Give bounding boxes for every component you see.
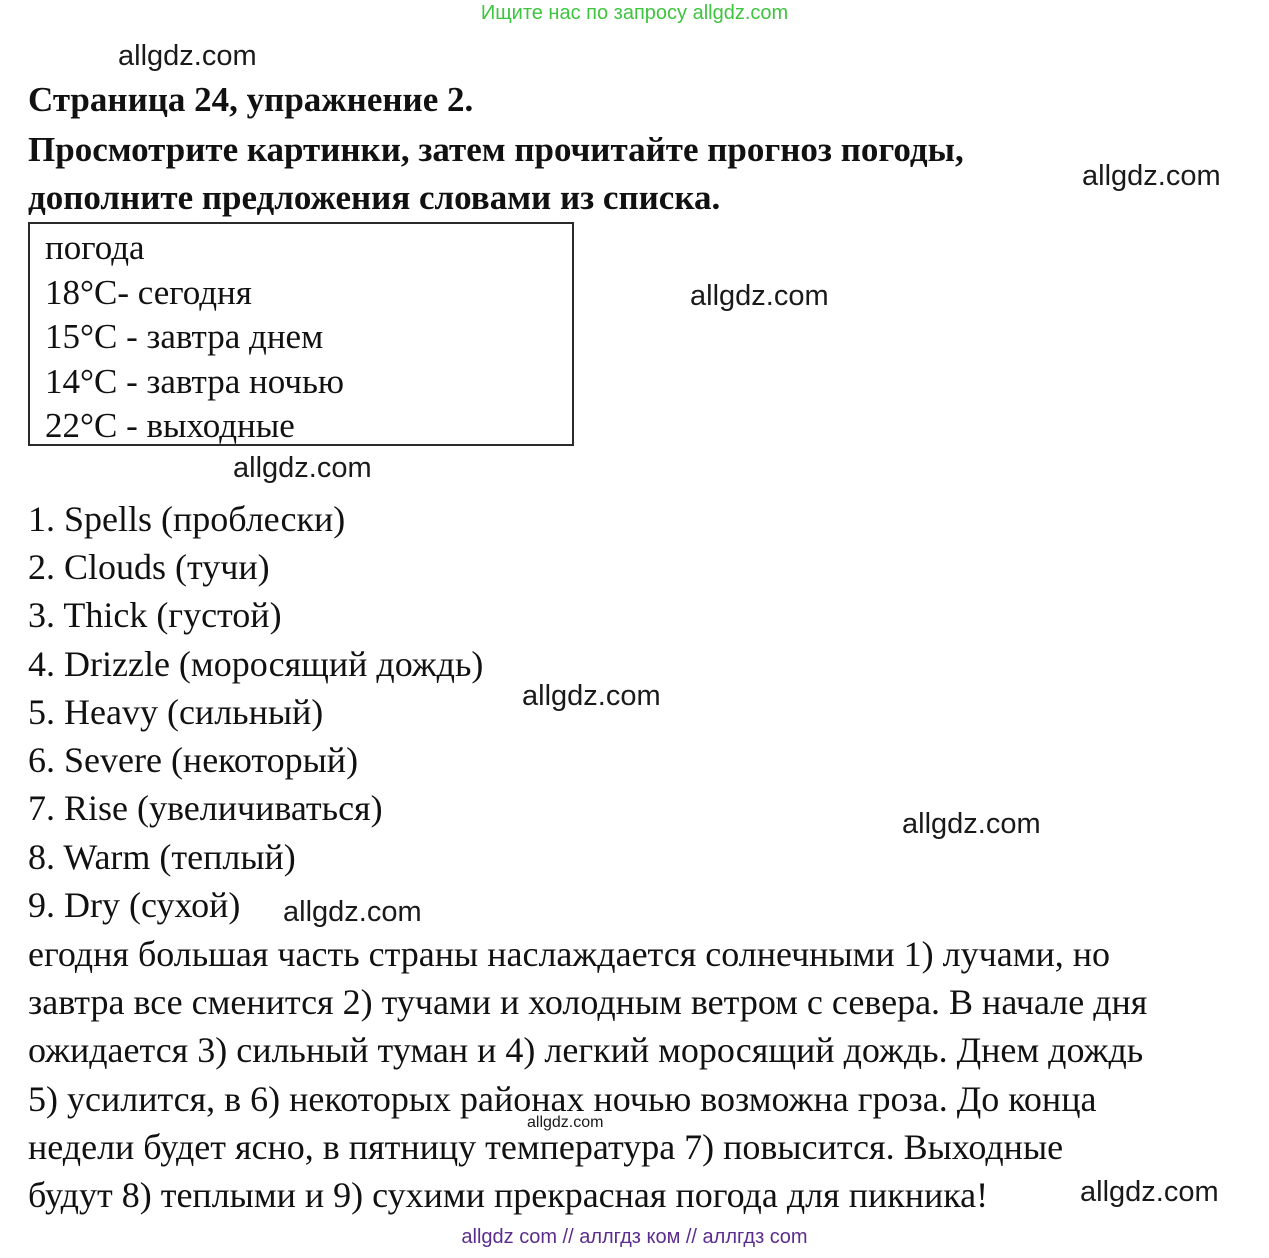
instruction-line-1: Просмотрите картинки, затем прочитайте прогноз погоды, [28,130,964,169]
answer-line: недели будет ясно, в пятницу температура 7) повысится. Выходные [28,1127,1064,1167]
instruction-line-2: дополните предложения словами из списка. [28,178,721,217]
vocab-item: 4. Drizzle (моросящий дождь) [28,644,484,684]
watermark: allgdz.com [283,896,422,928]
vocab-item: 1. Spells (проблески) [28,499,346,539]
vocab-item: 3. Thick (густой) [28,595,282,635]
watermark: allgdz.com [522,680,661,712]
watermark: allgdz.com [1080,1176,1219,1208]
vocab-item: 7. Rise (увеличиваться) [28,788,383,828]
weather-box-item: 14°C - завтра ночью [45,362,345,401]
answer-line: завтра все сменится 2) тучами и холодным ветром с севера. В начале дня [28,982,1148,1022]
watermark: allgdz.com [1082,160,1221,192]
watermark: allgdz.com [690,280,829,312]
watermark: allgdz.com [233,452,372,484]
weather-box [28,222,574,446]
weather-box-item: 18°C- сегодня [45,273,252,312]
top-banner: Ищите нас по запросу allgdz.com [480,2,789,24]
answer-line: 5) усилится, в 6) некоторых районах ночью возможна гроза. До конца [28,1079,1097,1119]
vocab-item: 6. Severe (некоторый) [28,740,359,780]
weather-box-item: 15°C - завтра днем [45,317,324,356]
vocab-item: 8. Warm (теплый) [28,837,296,877]
vocab-item: 9. Dry (сухой) [28,885,241,925]
answer-line: ожидается 3) сильный туман и 4) легкий моросящий дождь. Днем дождь [28,1030,1144,1070]
page-title: Страница 24, упражнение 2. [28,80,474,119]
weather-box-title: погода [45,228,145,267]
answer-line: егодня большая часть страны наслаждается солнечными 1) лучами, но [28,934,1111,974]
vocab-item: 2. Clouds (тучи) [28,547,270,587]
footer: allgdz com // аллгдз ком // аллгдз com [461,1226,808,1248]
answer-line: будут 8) теплыми и 9) сухими прекрасная погода для пикника! [28,1175,989,1215]
watermark-small: allgdz.com [527,1114,604,1131]
watermark: allgdz.com [902,808,1041,840]
watermark: allgdz.com [118,40,257,72]
vocab-item: 5. Heavy (сильный) [28,692,324,732]
weather-box-item: 22°C - выходные [45,406,295,445]
